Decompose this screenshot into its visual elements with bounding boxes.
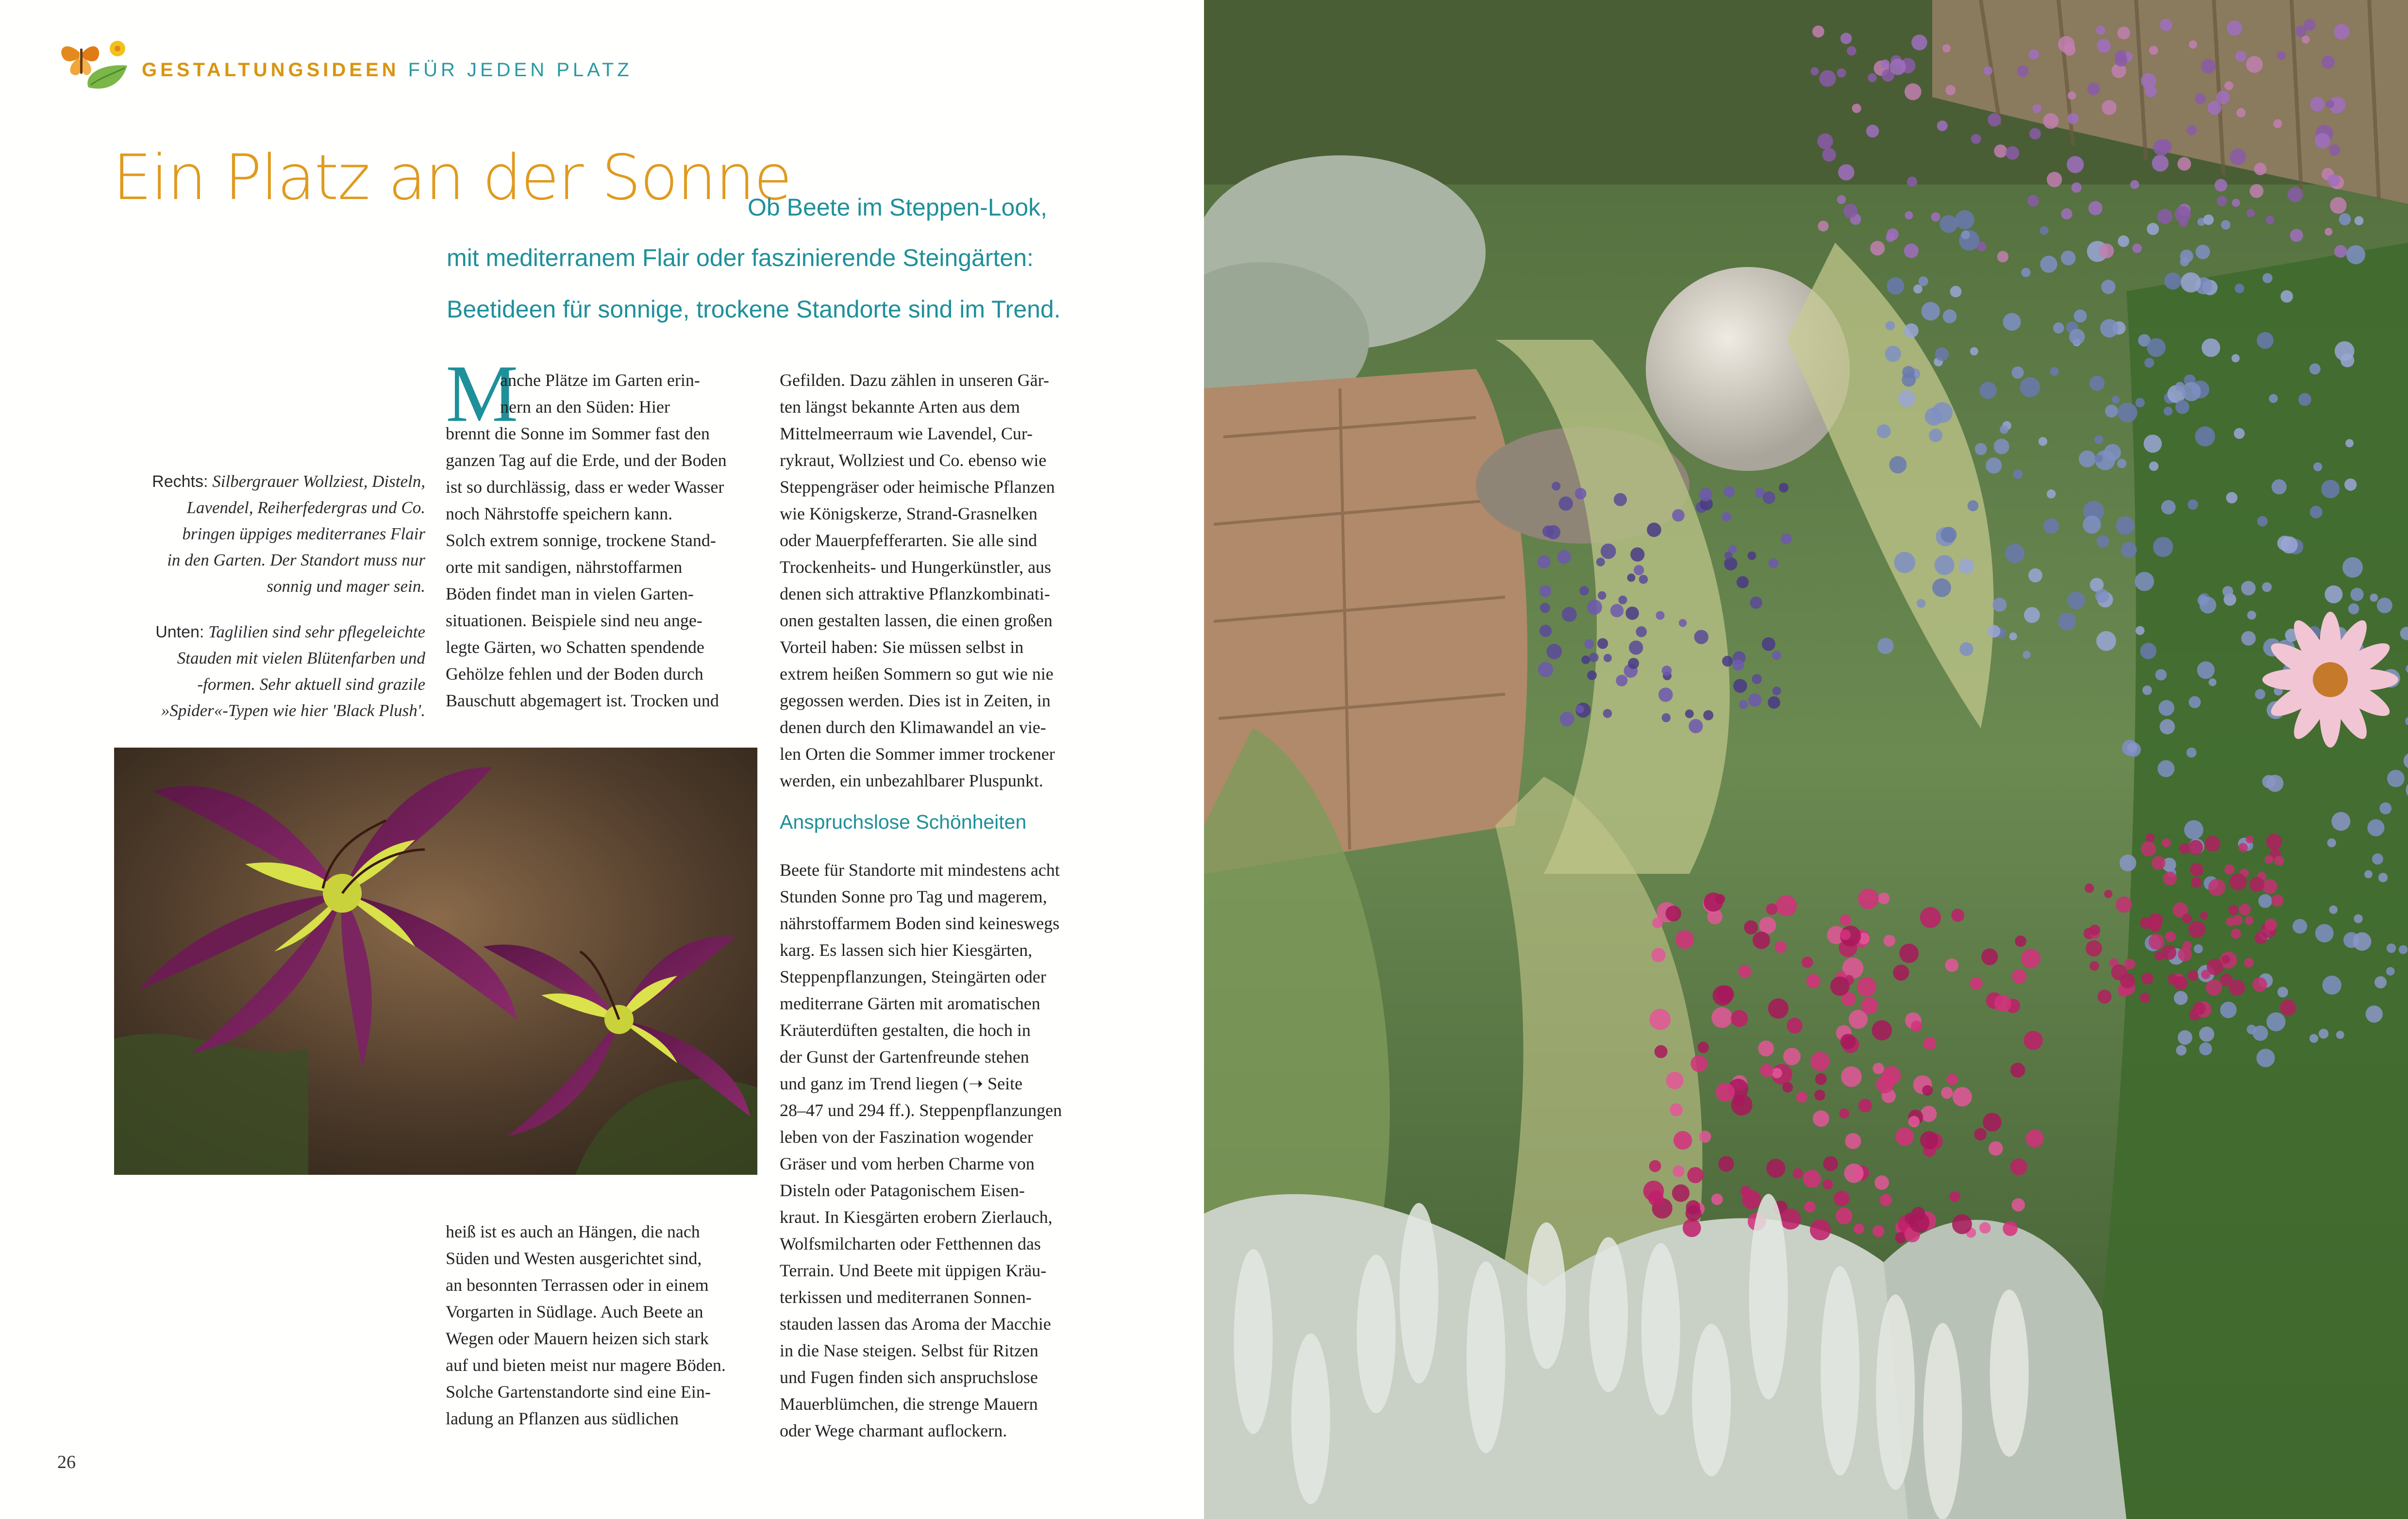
body-text-line: und Fugen finden sich anspruchslose xyxy=(780,1368,1038,1387)
body-text-line: oder Wege charmant auflockern. xyxy=(780,1421,1007,1440)
body-text-line: situationen. Beispiele sind neu ange- xyxy=(446,611,702,630)
caption-text: »Spider«-Typen wie hier 'Black Plush'. xyxy=(161,701,425,720)
body-column-1-top xyxy=(446,367,727,714)
body-text-line: kraut. In Kiesgärten erobern Zierlauch, xyxy=(780,1207,1053,1227)
body-text-line: Vorteil haben: Sie müssen selbst in xyxy=(780,637,1024,657)
caption-text: Lavendel, Reiherfedergras und Co. xyxy=(186,498,425,517)
body-text-line: Mauerblümchen, die strenge Mauern xyxy=(780,1394,1038,1414)
section-title: GESTALTUNGSIDEEN xyxy=(142,59,400,81)
page-title: Ein Platz an der Sonne xyxy=(113,142,791,214)
body-text-line: noch Nährstoffe speichern kann. xyxy=(446,504,673,523)
page-number: 26 xyxy=(57,1452,76,1472)
butterfly-leaf-icon xyxy=(54,29,137,97)
body-text-line: leben von der Faszination wogender xyxy=(780,1127,1033,1147)
body-text-line: orte mit sandigen, nährstoffarmen xyxy=(446,557,683,577)
body-text-line: der Gunst der Gartenfreunde stehen xyxy=(780,1047,1029,1067)
photo-captions xyxy=(115,468,425,743)
caption-text: -formen. Sehr aktuell sind grazile xyxy=(197,675,425,694)
body-text-line: werden, ein unbezahlbarer Pluspunkt. xyxy=(780,771,1043,790)
body-text-line: Solch extrem sonnige, trockene Stand- xyxy=(446,531,716,550)
body-text-line: legte Gärten, wo Schatten spendende xyxy=(446,637,704,657)
body-text-line: Disteln oder Patagonischem Eisen- xyxy=(780,1181,1025,1200)
body-text-line: Terrain. Und Beete mit üppigen Kräu- xyxy=(780,1261,1047,1280)
body-text-line: gegossen werden. Dies ist in Zeiten, in xyxy=(780,691,1051,710)
drop-cap: M xyxy=(446,349,518,439)
caption-text: Stauden mit vielen Blütenfarben und xyxy=(177,649,425,668)
body-text-line: Wolfsmilcharten oder Fetthennen das xyxy=(780,1234,1041,1253)
body-text-line: Solche Gartenstandorte sind eine Ein- xyxy=(446,1382,711,1402)
body-text-line: Gräser und vom herben Charme von xyxy=(780,1154,1035,1173)
body-text-line: ladung an Pflanzen aus südlichen xyxy=(446,1409,679,1428)
body-text-line: Stunden Sonne pro Tag und magerem, xyxy=(780,887,1047,906)
garden-bed-photo xyxy=(1204,0,2408,1519)
body-text-line: nern an den Süden: Hier xyxy=(500,397,670,417)
body-text-line: 28–47 und 294 ff.). Steppenpflanzungen xyxy=(780,1101,1062,1120)
body-text-line: Steppengräser oder heimische Pflanzen xyxy=(780,477,1055,497)
body-text-line: und ganz im Trend liegen (➝ Seite xyxy=(780,1074,1023,1093)
body-text-line: extrem heißen Sommern so gut wie nie xyxy=(780,664,1054,684)
body-text-line: nährstoffarmem Boden sind keineswegs xyxy=(780,914,1060,933)
body-text-line: auf und bieten meist nur magere Böden. xyxy=(446,1355,726,1375)
body-text-line: Vorgarten in Südlage. Auch Beete an xyxy=(446,1302,703,1321)
caption-text: in den Garten. Der Standort muss nur xyxy=(167,551,425,569)
body-text-line: Steppenpflanzungen, Steingärten oder xyxy=(780,967,1046,986)
body-text-line: stauden lassen das Aroma der Macchie xyxy=(780,1314,1051,1334)
section-header xyxy=(142,57,633,83)
body-text-line: wie Königskerze, Strand-Grasnelken xyxy=(780,504,1037,523)
body-text-line: oder Mauerpfefferarten. Sie alle sind xyxy=(780,531,1037,550)
caption-text: bringen üppiges mediterranes Flair xyxy=(182,524,425,543)
body-text-line: Böden findet man in vielen Garten- xyxy=(446,584,694,603)
body-text-line: Süden und Westen ausgerichtet sind, xyxy=(446,1249,702,1268)
body-text-line: denen sich attraktive Pflanzkombinati- xyxy=(780,584,1050,603)
body-text-line: onen gestalten lassen, die einen großen xyxy=(780,611,1053,630)
daylily-photo xyxy=(114,748,757,1175)
body-text-line: denen durch den Klimawandel an vie- xyxy=(780,718,1046,737)
body-text-line: ist so durchlässig, dass er weder Wasser xyxy=(446,477,724,497)
body-text-line: len Orten die Sommer immer trockener xyxy=(780,744,1055,764)
body-text-line: mediterrane Gärten mit aromatischen xyxy=(780,994,1040,1013)
body-column-2-bottom xyxy=(780,857,1062,1444)
body-text-line: rykraut, Wollziest und Co. ebenso wie xyxy=(780,451,1047,470)
body-column-1-bottom xyxy=(446,1219,726,1432)
body-text-line: ten längst bekannte Arten aus dem xyxy=(780,397,1020,417)
body-text-line: Mittelmeerraum wie Lavendel, Cur- xyxy=(780,424,1033,443)
body-text-line: terkissen und mediterranen Sonnen- xyxy=(780,1287,1032,1307)
body-text-line: an besonnten Terrassen oder in einem xyxy=(446,1275,709,1295)
body-text-line: Bauschutt abgemagert ist. Trocken und xyxy=(446,691,719,710)
teaser-line: Ob Beete im Steppen-Look, xyxy=(748,194,1048,221)
body-text-line: Gefilden. Dazu zählen in unseren Gär- xyxy=(780,370,1050,390)
teaser-line: Beetideen für sonnige, trockene Standorte sind im Trend. xyxy=(447,296,1061,323)
body-text-line: Kräuterdüften gestalten, die hoch in xyxy=(780,1020,1031,1040)
body-text-line: in die Nase steigen. Selbst für Ritzen xyxy=(780,1341,1038,1360)
caption-text: Taglilien sind sehr pflegeleichte xyxy=(204,622,425,641)
body-text-line: Beete für Standorte mit mindestens acht xyxy=(780,860,1060,880)
body-text-line: ganzen Tag auf die Erde, und der Boden xyxy=(446,451,727,470)
body-text-line: karg. Es lassen sich hier Kiesgärten, xyxy=(780,940,1033,960)
teaser-line: mit mediterranem Flair oder faszinierende Steingärten: xyxy=(447,244,1034,271)
body-text-line: brennt die Sonne im Sommer fast den xyxy=(446,424,710,443)
subheading: Anspruchslose Schönheiten xyxy=(780,811,1027,833)
caption-text: sonnig und mager sein. xyxy=(267,577,425,596)
body-text-line: anche Plätze im Garten erin- xyxy=(500,370,700,390)
body-text-line: Wegen oder Mauern heizen sich stark xyxy=(446,1329,709,1348)
caption-label: Unten: xyxy=(155,623,204,641)
body-text-line: Gehölze fehlen und der Boden durch xyxy=(446,664,703,684)
caption-text: Silbergrauer Wollziest, Disteln, xyxy=(208,472,425,491)
caption-below xyxy=(115,619,425,724)
caption-label: Rechts: xyxy=(152,472,208,491)
body-text-line: heiß ist es auch an Hängen, die nach xyxy=(446,1222,700,1241)
body-text-line: Trockenheits- und Hungerkünstler, aus xyxy=(780,557,1052,577)
caption-right xyxy=(115,468,425,600)
body-column-2-top xyxy=(780,367,1055,794)
section-subtitle: FÜR JEDEN PLATZ xyxy=(408,59,633,81)
